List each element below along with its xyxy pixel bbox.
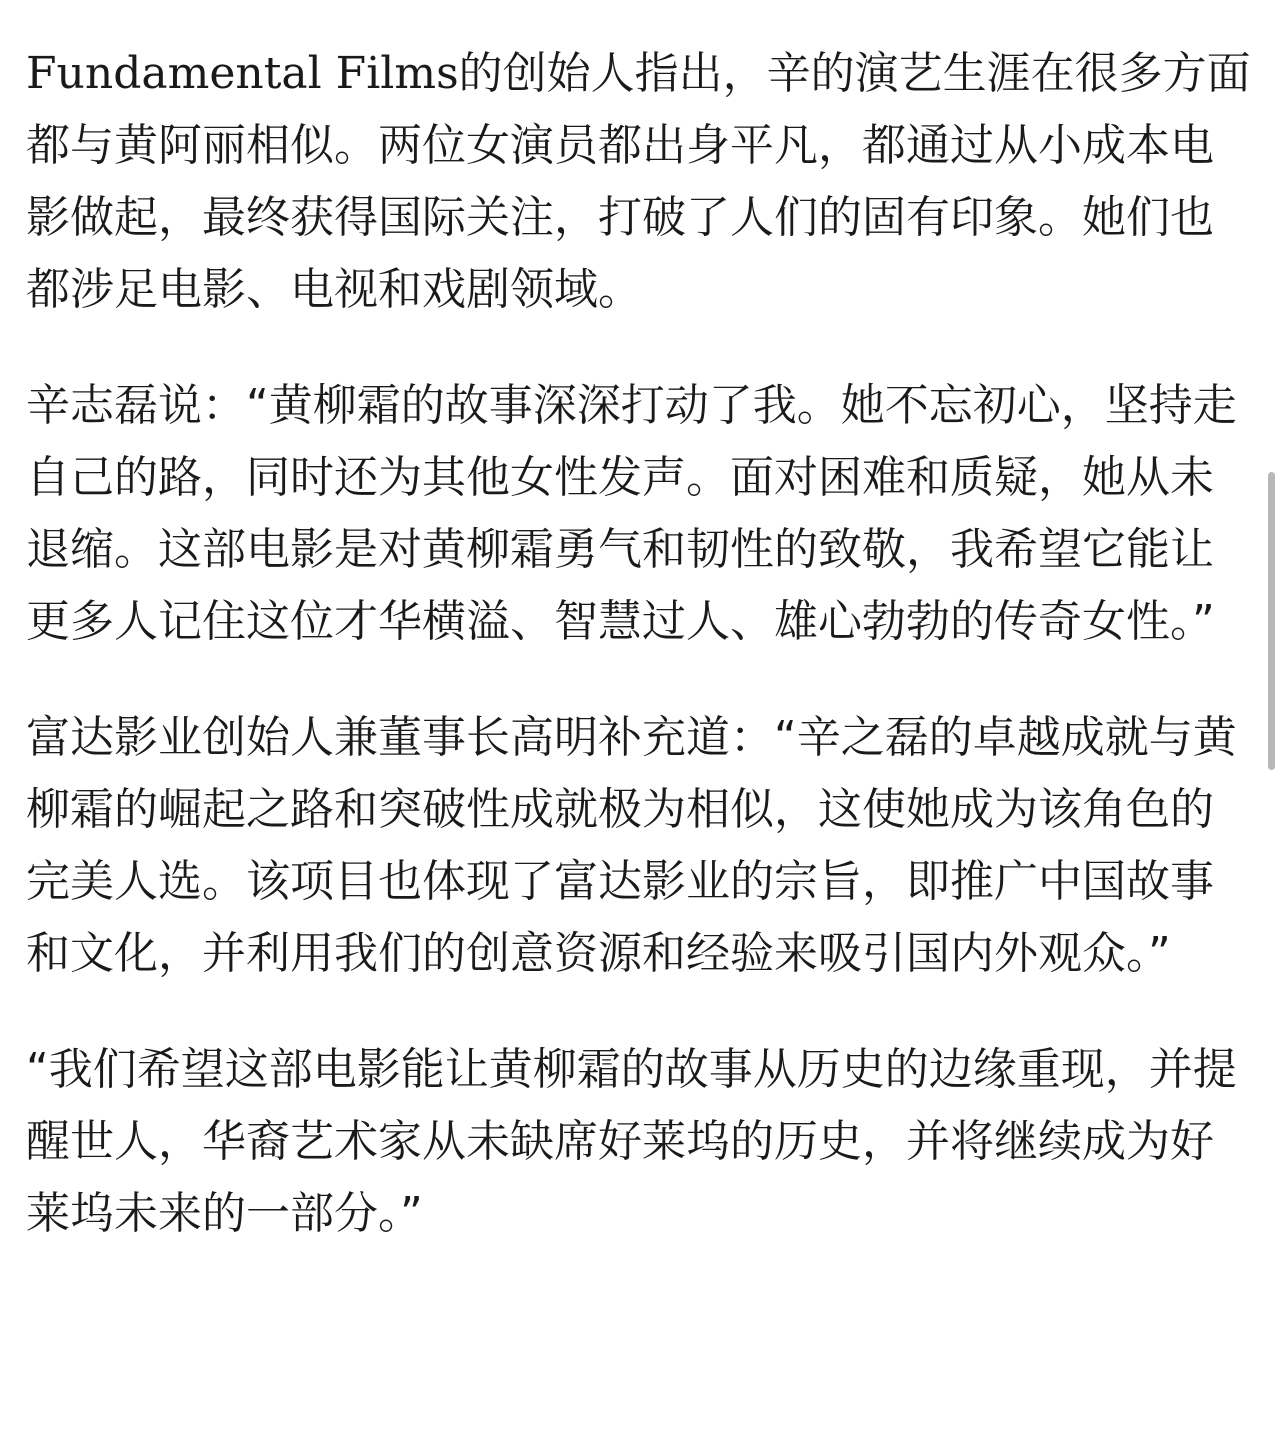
- paragraph-1-text: 的创始人指出，辛的演艺生涯在很多方面都与黄阿丽相似。两位女演员都出身平凡，都通过从小成本电影做起，最终获得国际关注，打破了人们的固有印象。她们也都涉足电影、电视和戏剧领域。: [26, 48, 1251, 315]
- company-name: Fundamental Films: [26, 48, 459, 99]
- paragraph-4: “我们希望这部电影能让黄柳霜的故事从历史的边缘重现，并提醒世人，华裔艺术家从未缺席好莱坞的历史，并将继续成为好莱坞未来的一部分。”: [26, 1044, 1237, 1239]
- scrollbar-thumb[interactable]: [1268, 472, 1275, 770]
- paragraph-2: 辛志磊说：“黄柳霜的故事深深打动了我。她不忘初心，坚持走自己的路，同时还为其他女性发声。面对困难和质疑，她从未退缩。这部电影是对黄柳霜勇气和韧性的致敬，我希望它能让更多人记住这位才华横溢、智慧过人、雄心勃勃的传奇女性。”: [26, 380, 1237, 647]
- article-body: [26, 38, 1254, 1294]
- paragraph-3: 富达影业创始人兼董事长高明补充道：“辛之磊的卓越成就与黄柳霜的崛起之路和突破性成就极为相似，这使她成为该角色的完美人选。该项目也体现了富达影业的宗旨，即推广中国故事和文化，并利用我们的创意资源和经验来吸引国内外观众。”: [26, 712, 1237, 979]
- paragraph-1: [26, 38, 1254, 326]
